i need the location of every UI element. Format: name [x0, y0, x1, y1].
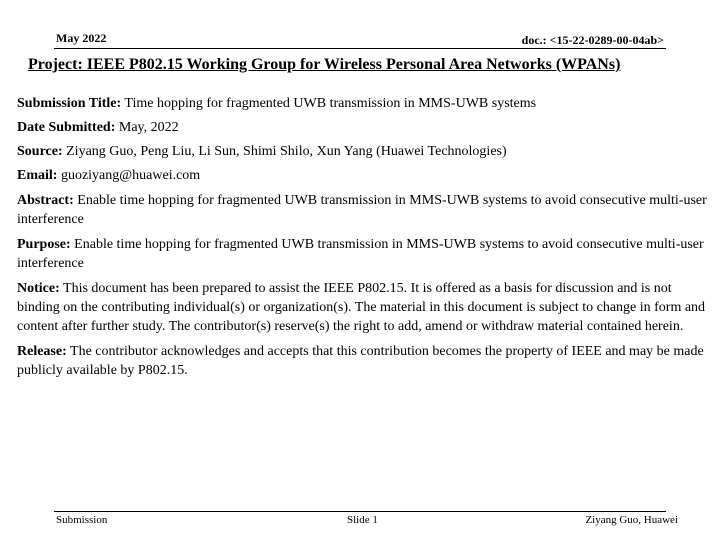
abstract-label: Abstract: — [17, 193, 74, 208]
header-doc-id: doc.: <15-22-0289-00-04ab> — [521, 33, 664, 47]
email-value: guoziyang@huawei.com — [60, 168, 201, 183]
submission-title-label: Submission Title: — [17, 96, 122, 111]
release-value: The contributor acknowledges and accepts that this contribution becomes the property of IEEE and may be made publicly available by P802.15. — [17, 344, 704, 378]
date-submitted-field — [17, 118, 707, 137]
footer-submission: Submission — [56, 514, 108, 526]
date-submitted-value: May, 2022 — [118, 120, 179, 135]
source-field — [17, 142, 707, 161]
abstract-field — [17, 191, 707, 229]
header-date: May 2022 — [56, 31, 107, 45]
footer-divider — [54, 511, 666, 512]
date-submitted-label: Date Submitted: — [17, 120, 116, 135]
notice-value: This document has been prepared to assist the IEEE P802.15. It is offered as a basis for discussion and is not binding on the contributing individual(s) or organization(s). The material in this document is subject to change in form and content after further study. The contributor(s) reserve(s) the right to add, amend or withdraw material contained herein. — [17, 281, 706, 334]
notice-label: Notice: — [17, 281, 60, 296]
footer-slide-number: Slide 1 — [347, 514, 378, 526]
purpose-value: Enable time hopping for fragmented UWB transmission in MMS-UWB systems to avoid consecutive multi-user interference — [17, 237, 704, 271]
notice-field — [17, 279, 707, 336]
release-label: Release: — [17, 344, 67, 359]
submission-title-field — [17, 94, 707, 113]
abstract-value: Enable time hopping for fragmented UWB transmission in MMS-UWB systems to avoid consecutive multi-user interference — [17, 193, 707, 227]
project-title: Project: IEEE P802.15 Working Group for Wireless Personal Area Networks (WPANs) — [28, 56, 621, 73]
email-label: Email: — [17, 168, 58, 183]
source-label: Source: — [17, 144, 63, 159]
header-divider — [54, 48, 666, 49]
footer-author: Ziyang Guo, Huawei — [585, 514, 678, 526]
source-value: Ziyang Guo, Peng Liu, Li Sun, Shimi Shilo, Xun Yang (Huawei Technologies) — [66, 144, 507, 159]
email-field — [17, 166, 707, 185]
purpose-field — [17, 235, 707, 273]
document-body — [17, 94, 707, 386]
purpose-label: Purpose: — [17, 237, 71, 252]
submission-title-value: Time hopping for fragmented UWB transmission in MMS-UWB systems — [124, 96, 537, 111]
release-field — [17, 342, 707, 380]
